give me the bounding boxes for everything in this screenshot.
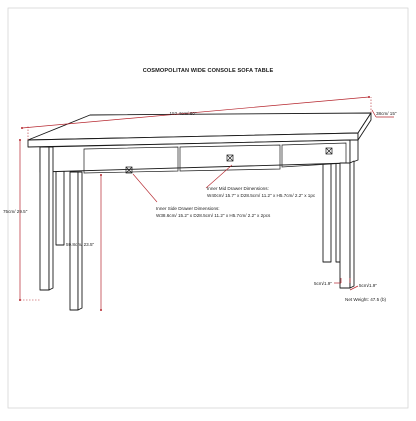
leg-width-label: 5cm/1.9" bbox=[314, 281, 332, 286]
front-left-leg bbox=[40, 147, 49, 290]
height-dimension bbox=[3, 139, 40, 301]
clearance-label: 59.8cm/ 23.5" bbox=[66, 242, 95, 247]
front-right-leg bbox=[340, 163, 350, 288]
front-mid-left-leg-side bbox=[78, 172, 82, 310]
apron-side bbox=[350, 140, 358, 163]
depth-dimension bbox=[372, 110, 397, 117]
side-drawer-note-values: W38.6cm/ 15.2" x D28.5cm/ 11.2" x H5.7cm/ 2.2" x 2pcs bbox=[156, 213, 271, 218]
mid-drawer-note-values: W40cm/ 15.7" x D28.5cm/ 11.2" x H5.7cm/ 2.2" x 1pc bbox=[207, 193, 316, 198]
front-right-leg-side bbox=[350, 161, 354, 288]
front-mid-left-leg bbox=[70, 172, 78, 310]
side-drawer-note-title: Inner Side Drawer Dimensions: bbox=[156, 206, 220, 211]
diagram-title: COSMOPOLITAN WIDE CONSOLE SOFA TABLE bbox=[142, 68, 274, 74]
mid-drawer-note-title: Inner Mid Drawer Dimensions: bbox=[207, 186, 269, 191]
net-weight-label: Net Weight: 47.5 (b) bbox=[345, 297, 387, 302]
leg-depth-label: 5cm/1.9" bbox=[359, 283, 377, 288]
front-left-leg-side bbox=[49, 147, 53, 290]
height-label: 75cm/ 29.5" bbox=[3, 209, 28, 214]
back-right-leg bbox=[323, 150, 331, 262]
width-label: 152.4cm/ 60" bbox=[169, 111, 197, 116]
depth-label: 38cm/ 15" bbox=[376, 111, 397, 116]
